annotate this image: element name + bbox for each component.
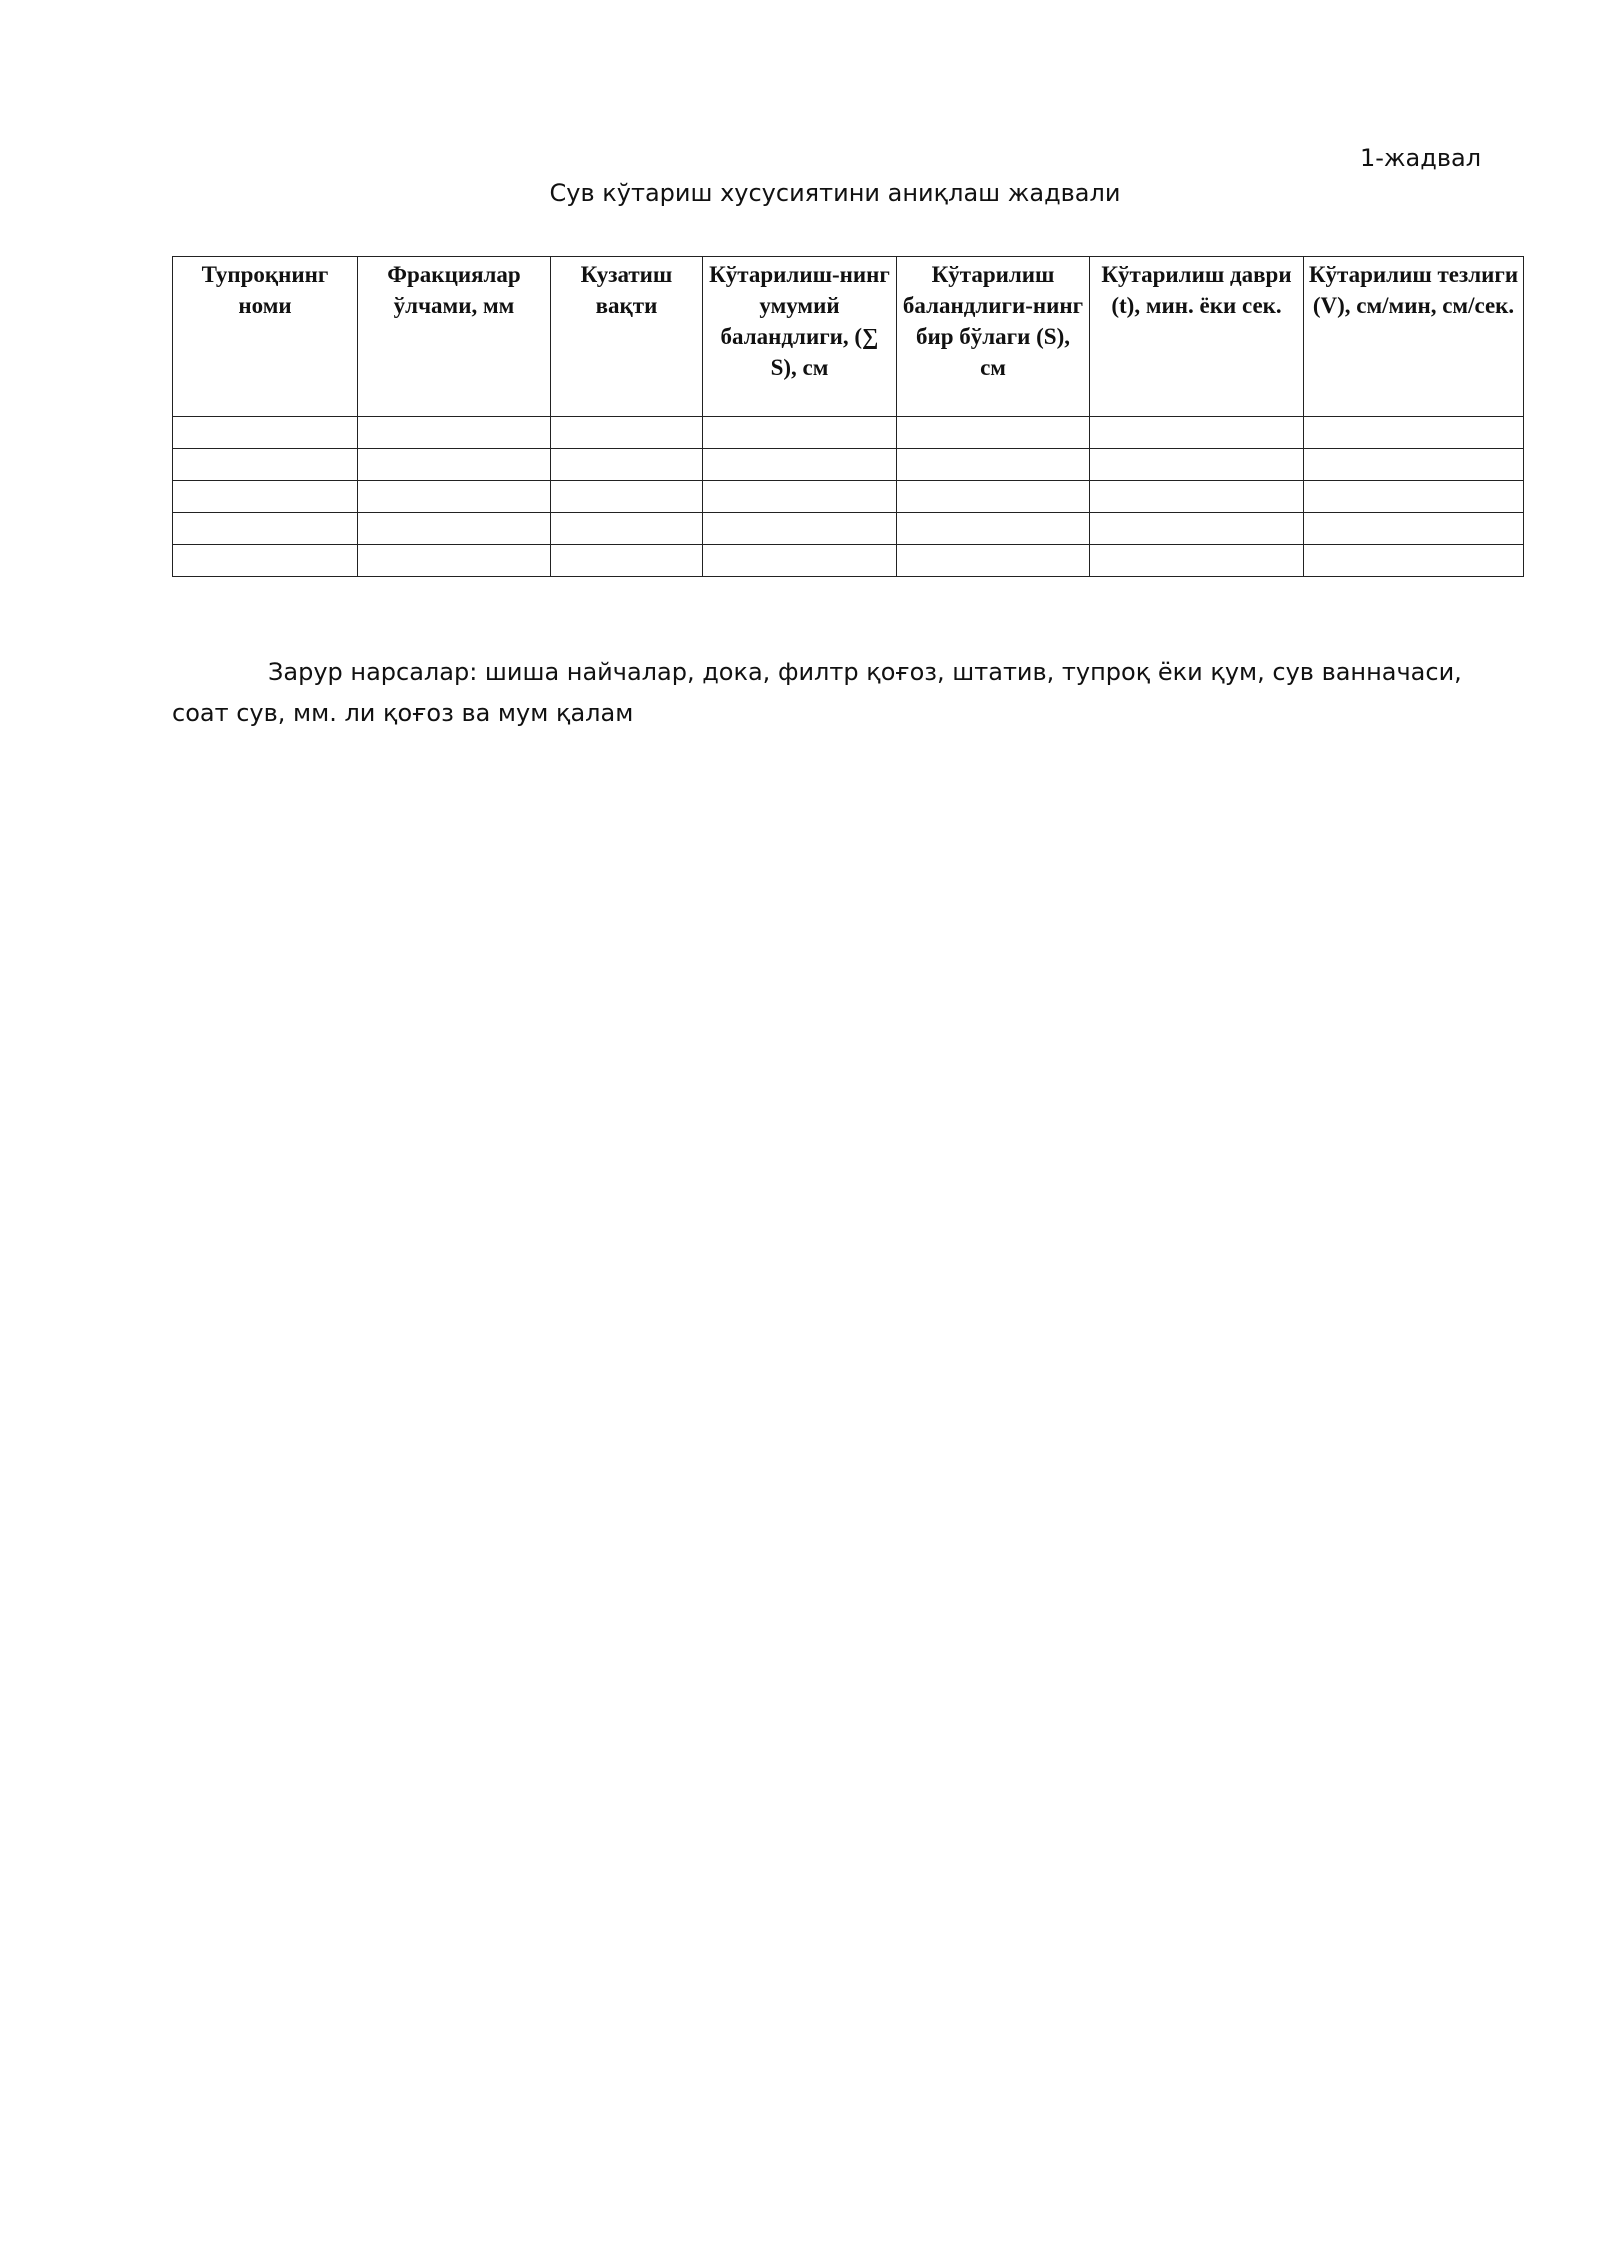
header-rise-speed: Кўтарилиш тезлиги (V), см/мин, см/сек. <box>1304 257 1524 417</box>
table-row <box>173 513 1524 545</box>
table-cell <box>358 481 551 513</box>
table-cell <box>173 545 358 577</box>
document-title: Сув кўтариш хусусиятини аниқлаш жадвали <box>549 179 1121 207</box>
table-number: 1-жадвал <box>1360 144 1482 172</box>
table-cell <box>1304 449 1524 481</box>
header-height-segment: Кўтарилиш баландлиги-нинг бир бўлаги (S), см <box>897 257 1090 417</box>
data-table <box>172 256 1524 577</box>
header-rise-period: Кўтарилиш даври (t), мин. ёки сек. <box>1090 257 1304 417</box>
table-cell <box>1090 545 1304 577</box>
table-cell <box>1304 417 1524 449</box>
table-cell <box>1090 481 1304 513</box>
header-fraction-size: Фракциялар ўлчами, мм <box>358 257 551 417</box>
table-cell <box>173 513 358 545</box>
table-cell <box>897 449 1090 481</box>
table-cell <box>551 449 703 481</box>
table-cell <box>173 481 358 513</box>
header-soil-name: Тупроқнинг номи <box>173 257 358 417</box>
table-cell <box>551 545 703 577</box>
table-header-row <box>173 257 1524 417</box>
table-cell <box>551 513 703 545</box>
table-cell <box>703 513 897 545</box>
header-total-height: Кўтарилиш-нинг умумий баландлиги, (∑ S), см <box>703 257 897 417</box>
table-cell <box>358 417 551 449</box>
table-cell <box>1304 545 1524 577</box>
table-row <box>173 545 1524 577</box>
table-cell <box>1304 513 1524 545</box>
table-cell <box>551 417 703 449</box>
table-cell <box>1090 417 1304 449</box>
table-cell <box>1090 513 1304 545</box>
table-cell <box>897 481 1090 513</box>
header-observation-time: Кузатиш вақти <box>551 257 703 417</box>
required-materials-note: Зарур нарсалар: шиша найчалар, дока, филтр қоғоз, штатив, тупроқ ёки қум, сув ванначаси, соат сув, мм. ли қоғоз ва мум қалам <box>172 658 1462 727</box>
table-cell <box>358 513 551 545</box>
table-row <box>173 481 1524 513</box>
table-cell <box>358 449 551 481</box>
table-cell <box>703 449 897 481</box>
table-row <box>173 417 1524 449</box>
table-cell <box>173 417 358 449</box>
table-cell <box>1090 449 1304 481</box>
table-cell <box>551 481 703 513</box>
table-cell <box>173 449 358 481</box>
table-cell <box>703 481 897 513</box>
table-row <box>173 449 1524 481</box>
table-cell <box>897 513 1090 545</box>
table-cell <box>1304 481 1524 513</box>
table-cell <box>897 417 1090 449</box>
table-cell <box>703 545 897 577</box>
table-cell <box>703 417 897 449</box>
table-cell <box>358 545 551 577</box>
table-cell <box>897 545 1090 577</box>
